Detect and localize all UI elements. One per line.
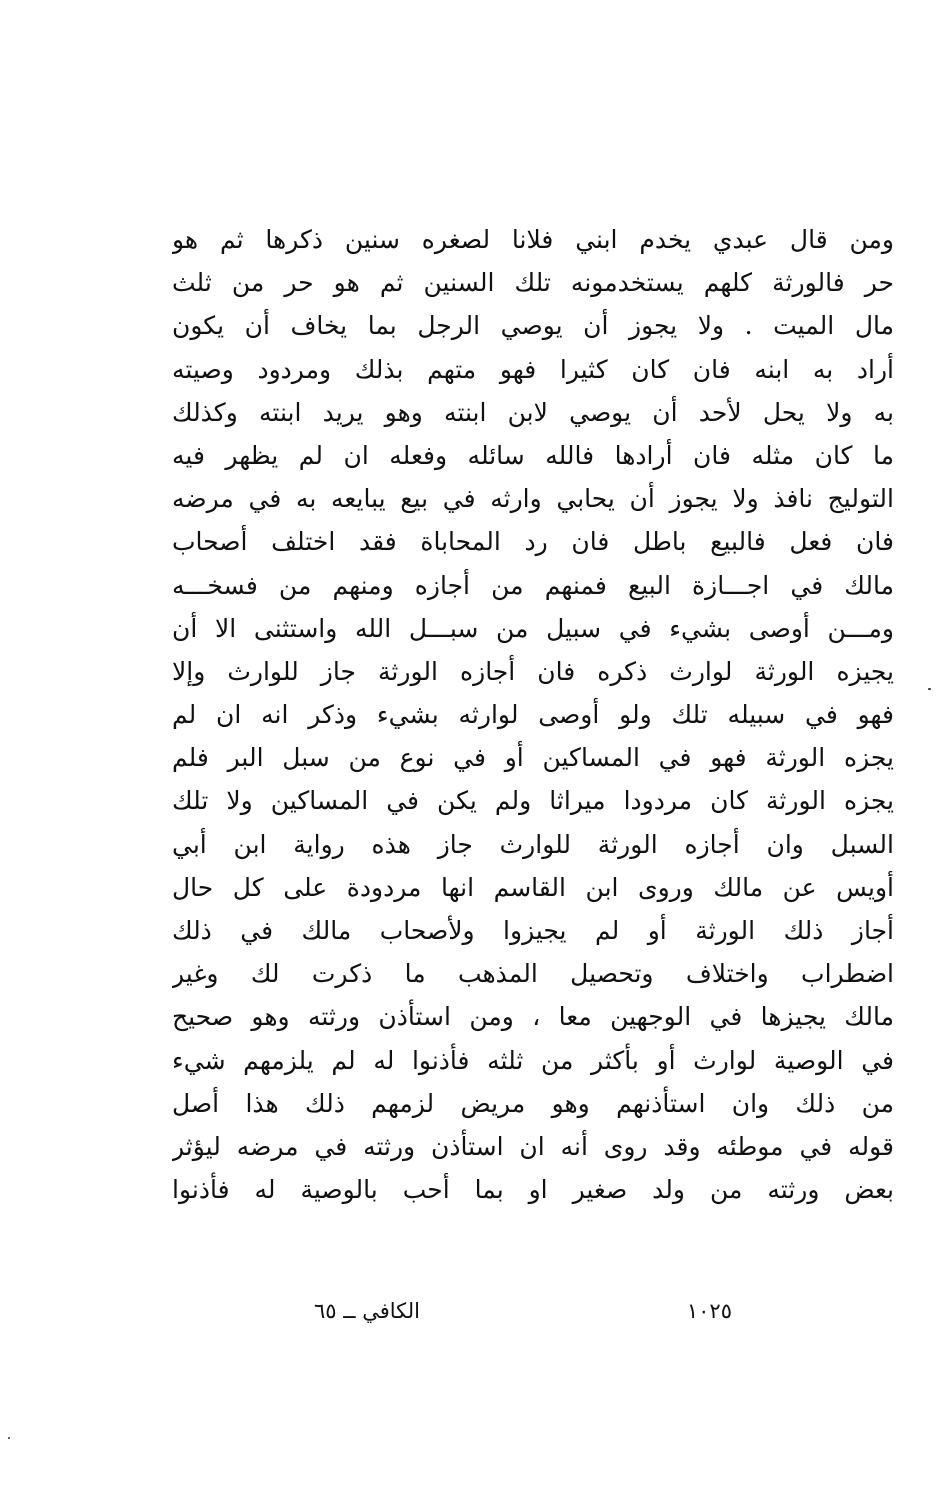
text-line-18: اضطراب واختلاف وتحصيل المذهب ما ذكرت لك وغير: [172, 959, 894, 989]
page-number: ١٠٢٥: [686, 1299, 732, 1323]
text-line-14: يجزه الورثة كان مردودا ميراثا ولم يكن في المساكين ولا تلك: [172, 786, 894, 816]
text-line-19: مالك يجيزها في الوجهين معا ، ومن استأذن ورثته وهو صحيح: [172, 1002, 894, 1032]
text-line-8: فان فعل فالبيع باطل فان رد المحاباة فقد اختلف أصحاب: [172, 527, 894, 557]
text-line-2: حر فالورثة كلهم يستخدمونه تلك السنين ثم هو حر من ثلث: [172, 268, 894, 298]
text-line-7: التوليج نافذ ولا يجوز أن يحابي وارثه في بيع يبايعه به في مرضه: [172, 484, 894, 514]
page-footer: [172, 1296, 894, 1326]
text-line-21: من ذلك وان استأذنهم وهو مريض لزمهم ذلك هذا أصل: [172, 1088, 894, 1118]
text-line-23: بعض ورثته من ولد صغير او بما أحب بالوصية له فأذنوا: [172, 1175, 894, 1205]
text-line-6: ما كان مثله فان أرادها فالله سائله وفعله ان لم يظهر فيه: [172, 440, 894, 470]
text-line-15: السبل وان أجازه الورثة للوارث جاز هذه رواية ابن أبي: [172, 829, 894, 859]
text-line-9: مالك في اجـــازة البيع فمنهم من أجازه ومنهم من فسخـــه: [172, 570, 894, 600]
book-signature: الكافي ــ ٦٥: [314, 1299, 420, 1323]
scan-speck: [8, 1437, 10, 1439]
text-line-13: يجزه الورثة فهو في المساكين أو في نوع من سبل البر فلم: [172, 743, 894, 773]
text-line-22: قوله في موطئه وقد روى أنه ان استأذن ورثته في مرضه ليؤثر: [172, 1131, 894, 1161]
text-line-5: به ولا يحل لأحد أن يوصي لابن ابنته وهو يريد ابنته وكذلك: [172, 397, 894, 427]
text-line-4: أراد به ابنه فان كان كثيرا فهو متهم بذلك ومردود وصيته: [172, 354, 894, 384]
text-line-3: مال الميت . ولا يجوز أن يوصي الرجل بما يخاف أن يكون: [172, 311, 894, 341]
text-line-11: يجيزه الورثة لوارث ذكره فان أجازه الورثة جاز للوارث وإلا: [172, 656, 894, 686]
scan-speck: [928, 688, 931, 690]
text-line-17: أجاز ذلك الورثة أو لم يجيزوا ولأصحاب مالك في ذلك: [172, 916, 894, 945]
text-line-1: ومن قال عبدي يخدم ابني فلانا لصغره سنين ذكرها ثم هو: [172, 225, 894, 254]
text-line-10: ومـــن أوصى بشيء في سبيل من سبـــل الله واستثنى الا أن: [172, 613, 894, 643]
text-line-12: فهو في سبيله تلك ولو أوصى لوارثه بشيء وذكر انه ان لم: [172, 700, 894, 730]
arabic-text-block: [172, 218, 894, 1211]
text-line-20: في الوصية لوارث أو بأكثر من ثلثه فأذنوا له لم يلزمهم شيء: [172, 1045, 894, 1075]
text-line-16: أويس عن مالك وروى ابن القاسم انها مردودة على كل حال: [172, 872, 894, 902]
